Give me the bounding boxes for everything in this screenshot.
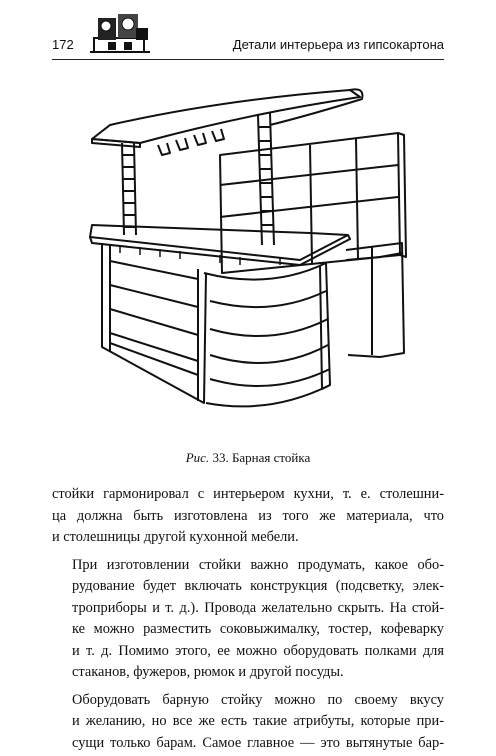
header-rule (52, 59, 444, 60)
page-number: 172 (52, 37, 74, 52)
text-line: стойки гармонировал с интерьером кухни, т. е. столешни- (52, 486, 444, 502)
caption-label: Рис. (185, 450, 210, 465)
caption-text: 33. Барная стойка (212, 450, 311, 465)
text-line: При изготовлении стойки важно продумать, какое обо- (72, 556, 444, 573)
page-header (0, 0, 496, 60)
text-line: троприборы и т. д.). Провода желательно скрыть. На стой- (72, 599, 444, 616)
paragraph-3 (52, 690, 444, 755)
bar-counter-illustration (80, 85, 425, 430)
text-line: стаканов, фужеров, рюмок и другой посуды. (72, 664, 344, 680)
running-title: Детали интерьера из гипсокартона (232, 37, 444, 52)
text-line: и желанию, но все же есть такие атрибуты, которые при- (72, 713, 444, 729)
text-line: рудование будет включать конструкция (подсветку, элек- (72, 578, 444, 594)
text-line: ца должна быть изготовлена из того же материала, что (52, 507, 444, 524)
figure-caption (0, 450, 496, 466)
text-line: и т. д. Помимо этого, ее можно оборудовать полками для (72, 642, 444, 659)
paragraph-2 (52, 555, 444, 684)
body-text (52, 484, 444, 754)
text-line: и столешницы другой кухонной мебели. (52, 529, 299, 545)
workshop-emblem-icon (84, 8, 156, 58)
text-line: Оборудовать барную стойку можно по своему вкусу (72, 691, 444, 708)
text-line: сущи только барам. Самое главное — это вытянутые бар- (72, 734, 444, 751)
paragraph-1 (52, 484, 444, 549)
text-line: ке можно разместить соковыжималку, тостер, кофеварку (72, 621, 444, 637)
